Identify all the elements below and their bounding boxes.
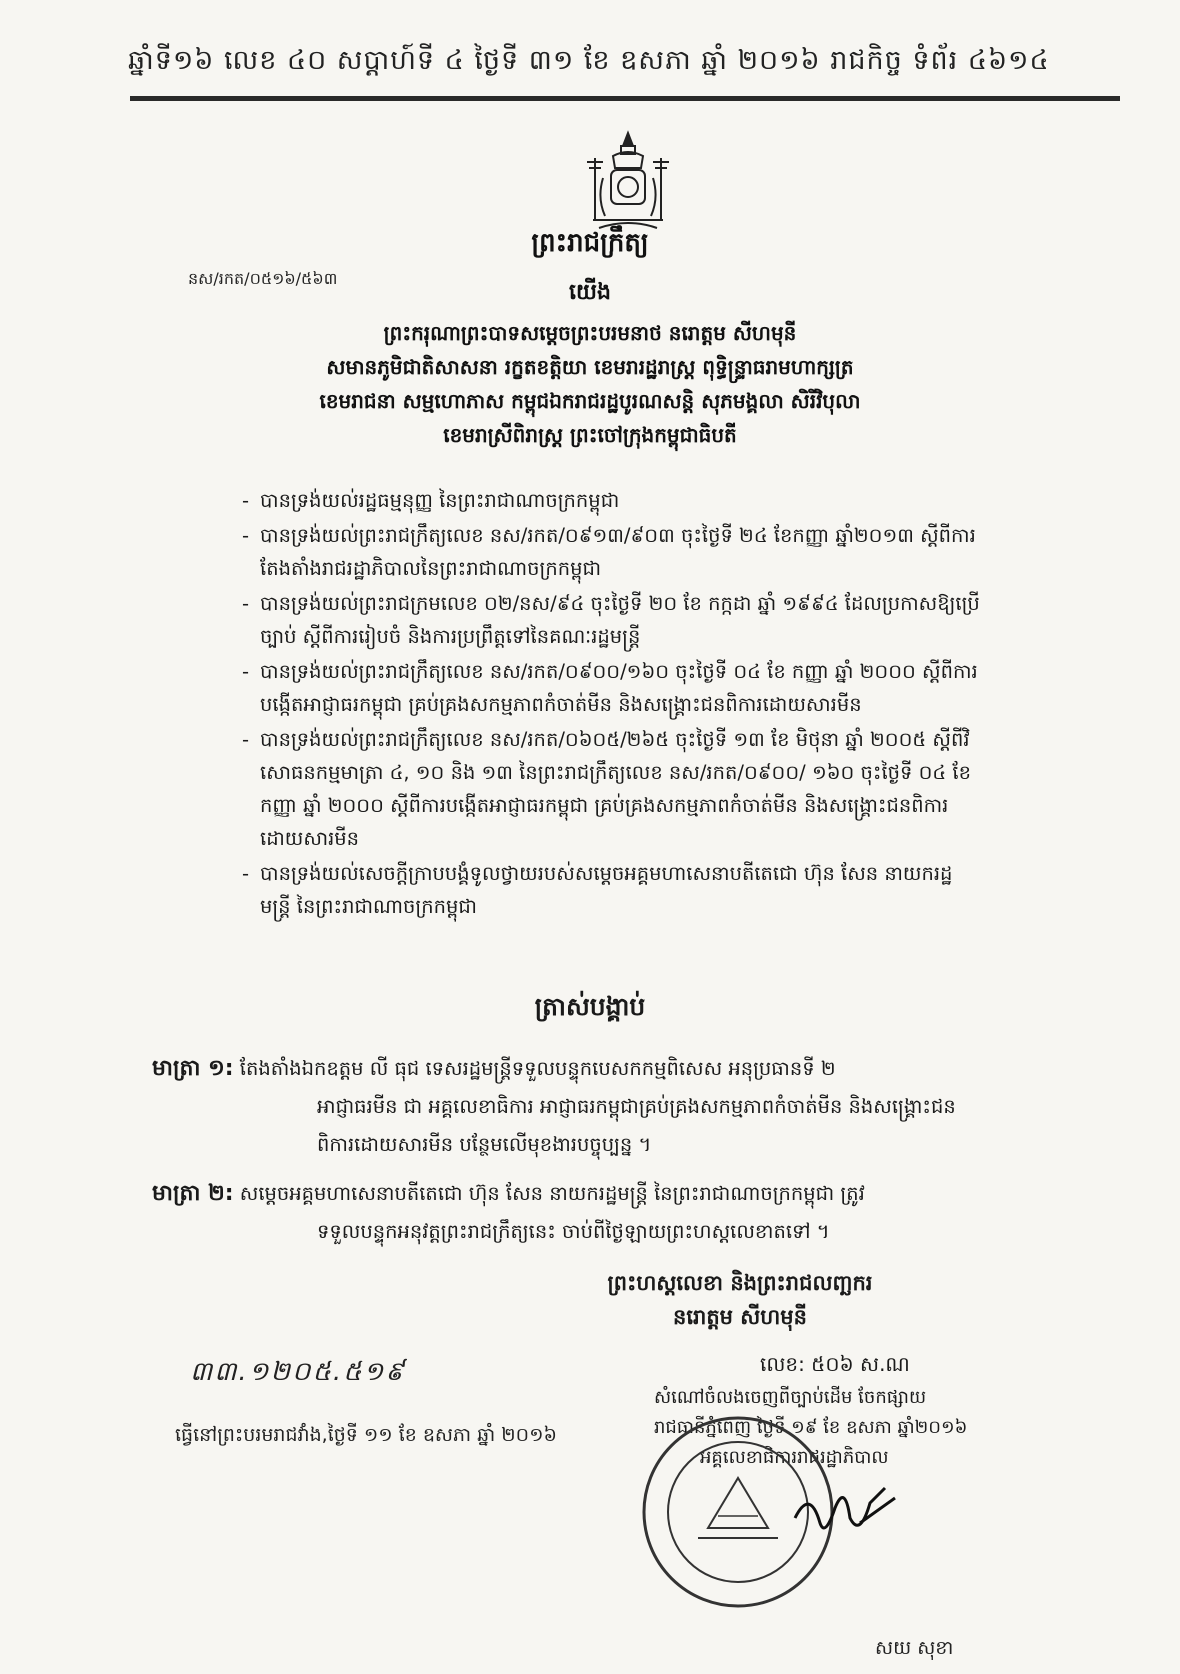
- royal-emblem-icon: [573, 128, 683, 238]
- article-text: ទទួលបន្ទុកអនុវត្តព្រះរាជក្រឹត្យនេះ ចាប់ពីថ្ងៃឡាយព្រះហស្តលេខាតទៅ ។: [317, 1220, 830, 1243]
- preamble-item: - បានទ្រង់យល់ព្រះរាជក្រឹត្យលេខ នស/រកត/០៦០៥/២៦៥ ចុះថ្ងៃទី ១៣ ខែ មិថុនា ឆ្នាំ ២០០៥ ស្តីពីវិសោធនកម្មមាត្រា ៤, ១០ និង ១៣ នៃព្រះរាជក្រឹត្យលេខ នស/រកត/០៩០០/ ១៦០ ចុះថ្ងៃទី ០៤ ខែ កញ្ញា ឆ្នាំ ២០០០ ស្តីពីការបង្កើតអាជ្ញាធរកម្ពុជា គ្រប់គ្រងសកម្មភាពកំចាត់មីន និងសង្គ្រោះជនពិការដោយសារមីន: [242, 728, 971, 850]
- handwritten-signature-icon: [790, 1478, 900, 1548]
- article-text: សម្តេចអគ្គមហាសេនាបតីតេជោ ហ៊ុន សែន នាយករដ្ឋមន្ត្រី នៃព្រះរាជាណាចក្រកម្ពុជា ត្រូវ: [239, 1182, 865, 1205]
- registry-number: លេខ: ៥០៦ ស.ណ: [760, 1352, 910, 1376]
- preamble-item: - បានទ្រង់យល់ព្រះរាជក្រឹត្យលេខ នស/រកត/០៩០០/១៦០ ចុះថ្ងៃទី ០៤ ខែ កញ្ញា ឆ្នាំ ២០០០ ស្តីពីការបង្កើតអាជ្ញាធរកម្ពុជា គ្រប់គ្រងសកម្មភាពកំចាត់មីន និងសង្គ្រោះជនពិការដោយសារមីន: [242, 660, 978, 716]
- preamble-item: - បានទ្រង់យល់រដ្ឋធម្មនុញ្ញ នៃព្រះរាជាណាចក្រកម្ពុជា: [242, 489, 620, 512]
- signatory-name: នរោត្តម សីហមុនី: [673, 1305, 807, 1329]
- issue-date: ធ្វើនៅព្រះបរមរាជវាំង,ថ្ងៃទី ១១ ខែ ឧសភា ឆ្នាំ ២០១៦: [175, 1424, 557, 1446]
- preamble-list: [242, 484, 982, 925]
- reference-number: នស/រកត/០៥១៦/៥៦៣: [188, 269, 338, 288]
- registry-line: រាជធានីភ្នំពេញ ថ្ងៃទី ១៩ ខែ ឧសភា ឆ្នាំ២០១៦: [654, 1417, 968, 1438]
- registry-line: សំណៅចំលងចេញពីច្បាប់ដើម ចែកផ្សាយ: [654, 1387, 927, 1408]
- article-2: [152, 1175, 1082, 1251]
- royal-title-line: ព្រះករុណាព្រះបាទសម្តេចព្រះបរមនាថ នរោត្តម សីហមុនី: [383, 321, 797, 345]
- preamble-item: - បានទ្រង់យល់ព្រះរាជក្រឹត្យលេខ នស/រកត/០៩១៣/៩០៣ ចុះថ្ងៃទី ២៤ ខែកញ្ញា ឆ្នាំ២០១៣ ស្តីពីការតែងតាំងរាជរដ្ឋាភិបាលនៃព្រះរាជាណាចក្រកម្ពុជា: [242, 524, 976, 580]
- decree-heading: ត្រាស់បង្គាប់: [534, 992, 646, 1021]
- header-rule: [130, 96, 1120, 101]
- royal-title-line: ខេមរាជនា សម្មហោភាស កម្ពុជឯករាជរដ្ឋបូរណសន្តិ សុភមង្គលា សិរីវិបុលា: [319, 389, 861, 413]
- article-text: អាជ្ញាធរមីន ជា អគ្គលេខាធិការ អាជ្ញាធរកម្ពុជាគ្រប់គ្រងសកម្មភាពកំចាត់មីន និងសង្គ្រោះជន: [317, 1095, 956, 1118]
- handwritten-number: ៣៣.១២០៥.៥១៩: [190, 1357, 406, 1387]
- article-1: [152, 1050, 1082, 1164]
- article-label: មាត្រា ២:: [152, 1181, 234, 1206]
- royal-title: [230, 316, 950, 452]
- document-title: ព្រះរាជក្រឹត្យ: [531, 228, 649, 258]
- document-subtitle: យើង: [569, 280, 611, 305]
- royal-title-line: ខេមរាស្រីពិរាស្ត្រ ព្រះចៅក្រុងកម្ពុជាធិបតី: [443, 423, 737, 447]
- article-text: តែងតាំងឯកឧត្តម លី ធុជ ទេសរដ្ឋមន្ត្រីទទួលបន្ទុកបេសកកម្មពិសេស អនុប្រធានទី ២: [239, 1057, 836, 1080]
- preamble-item: - បានទ្រង់យល់សេចក្តីក្រាបបង្គំទូលថ្វាយរបស់សម្តេចអគ្គមហាសេនាបតីតេជោ ហ៊ុន សែន នាយករដ្ឋមន្ត្រី នៃព្រះរាជាណាចក្រកម្ពុជា: [242, 862, 953, 918]
- registry-line: អគ្គលេខាធិការរាជរដ្ឋាភិបាល: [700, 1447, 889, 1468]
- article-label: មាត្រា ១:: [152, 1056, 234, 1081]
- royal-signature-block: [520, 1266, 960, 1334]
- preamble-item: - បានទ្រង់យល់ព្រះរាជក្រមលេខ ០២/នស/៩៤ ចុះថ្ងៃទី ២០ ខែ កក្កដា ឆ្នាំ ១៩៩៤ ដែលប្រកាសឱ្យប្រើច្បាប់ ស្តីពីការរៀបចំ និងការប្រព្រឹត្តទៅនៃគណៈរដ្ឋមន្ត្រី: [242, 592, 980, 648]
- article-text: ពិការដោយសារមីន បន្ថែមលើមុខងារបច្ចុប្បន្ន ។: [317, 1133, 652, 1156]
- royal-title-line: សមានភូមិជាតិសាសនា រក្ខតខត្តិយា ខេមរារដ្ឋរាស្ត្រ ពុទ្ធិន្ទ្រាធរាមហាក្សត្រ: [326, 355, 854, 379]
- signature-caption: ព្រះហស្តលេខា និងព្រះរាជលញ្ឆករ: [607, 1271, 873, 1295]
- signer-name: សយ សុខា: [875, 1637, 954, 1659]
- gazette-header: ឆ្នាំទី១៦ លេខ ៤០ សប្តាហ៍ទី ៤ ថ្ងៃទី ៣១ ខែ ឧសភា ឆ្នាំ ២០១៦ រាជកិច្ច ទំព័រ ៤៦១៤: [128, 45, 1050, 76]
